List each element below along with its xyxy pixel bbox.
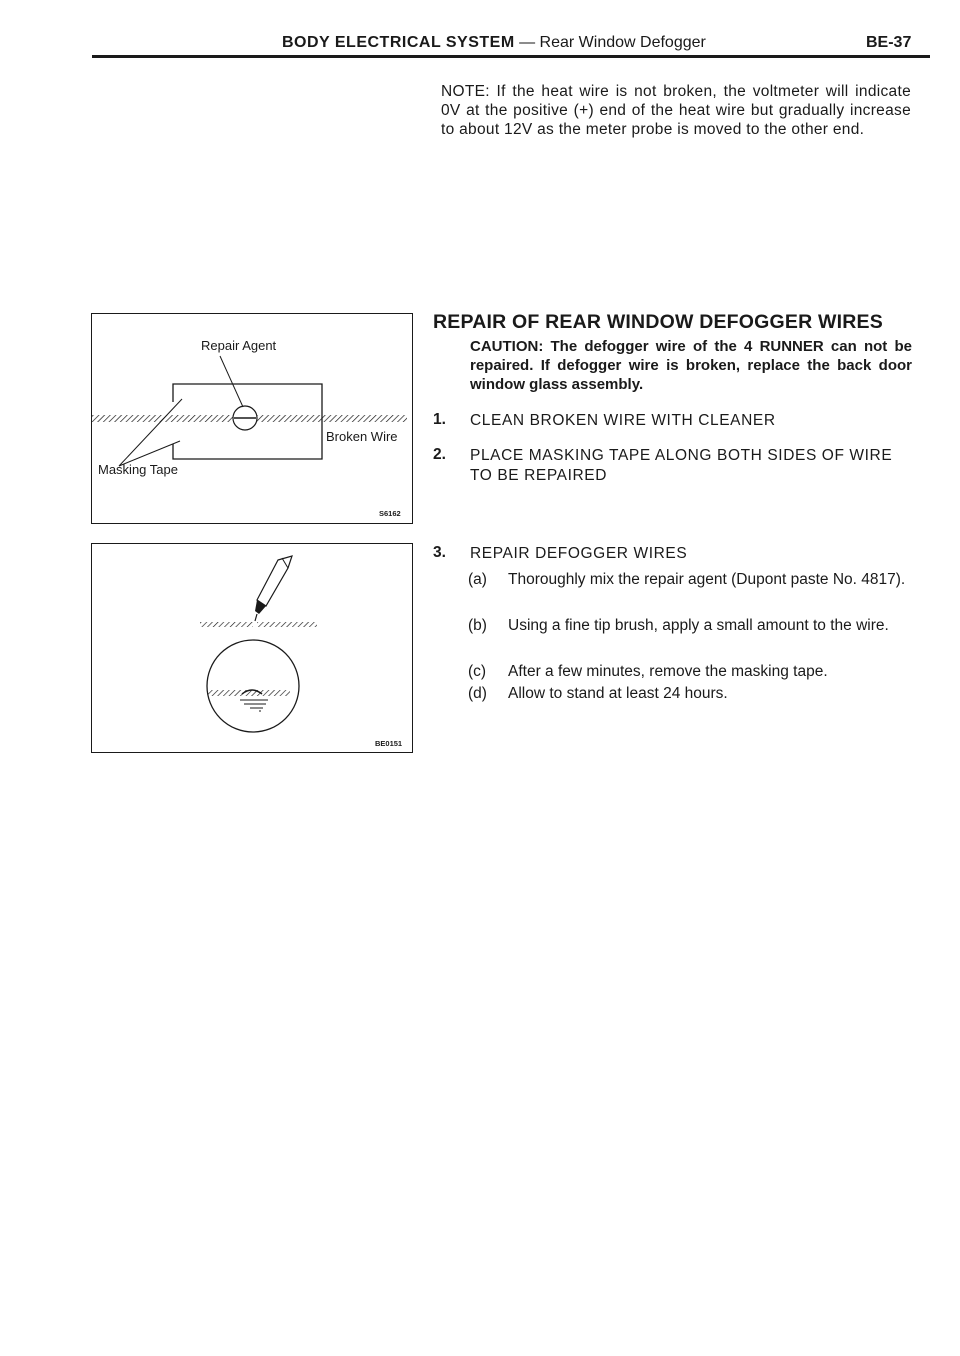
caution-paragraph: CAUTION: The defogger wire of the 4 RUNNER can not be repaired. If defogger wire is broken, replace the back door window glass assembly. <box>470 338 912 393</box>
substep-text: Allow to stand at least 24 hours. <box>508 685 728 702</box>
substep-label: (b) <box>468 617 487 634</box>
figure-code: BE0151 <box>375 739 403 748</box>
label-masking-tape: Masking Tape <box>98 462 178 477</box>
step-clean: CLEAN BROKEN WIRE WITH CLEANER <box>470 412 776 429</box>
substep-text: After a few minutes, remove the masking tape. <box>508 663 828 680</box>
header-rule <box>92 55 930 58</box>
step-number: 3. <box>433 544 446 561</box>
label-broken-wire: Broken Wire <box>326 429 398 444</box>
step-repair-wires: REPAIR DEFOGGER WIRES <box>470 545 688 562</box>
substep-text: Thoroughly mix the repair agent (Dupont paste No. 4817). <box>508 571 906 588</box>
substep-label: (d) <box>468 685 487 702</box>
figure-code: S6162 <box>379 509 401 518</box>
brush-repair-diagram <box>92 544 414 754</box>
wire-left <box>200 622 253 627</box>
header-section: BODY ELECTRICAL SYSTEM <box>282 34 515 51</box>
page-number: BE-37 <box>866 34 912 51</box>
label-repair-agent: Repair Agent <box>201 338 277 353</box>
step-number: 1. <box>433 411 446 428</box>
substep-label: (c) <box>468 663 487 680</box>
substep-label: (a) <box>468 571 487 588</box>
figure-brush-repair <box>91 543 413 753</box>
figure-masking-tape <box>91 313 413 524</box>
step-masking-tape: PLACE MASKING TAPE ALONG BOTH SIDES OF WIRE TO BE REPAIRED <box>470 447 893 484</box>
brush-icon <box>255 556 292 621</box>
step-number: 2. <box>433 446 446 463</box>
note-paragraph: NOTE: If the heat wire is not broken, the voltmeter will indicate 0V at the positive (+) end of the heat wire but gradually increase to about 12V as the meter probe is moved to the other end. <box>441 83 911 138</box>
section-heading: REPAIR OF REAR WINDOW DEFOGGER WIRES <box>433 311 883 333</box>
magnified-view <box>207 640 299 732</box>
substep-text: Using a fine tip brush, apply a small amount to the wire. <box>508 617 889 634</box>
header-subsection: — Rear Window Defogger <box>519 34 706 51</box>
wire-right <box>257 622 317 627</box>
